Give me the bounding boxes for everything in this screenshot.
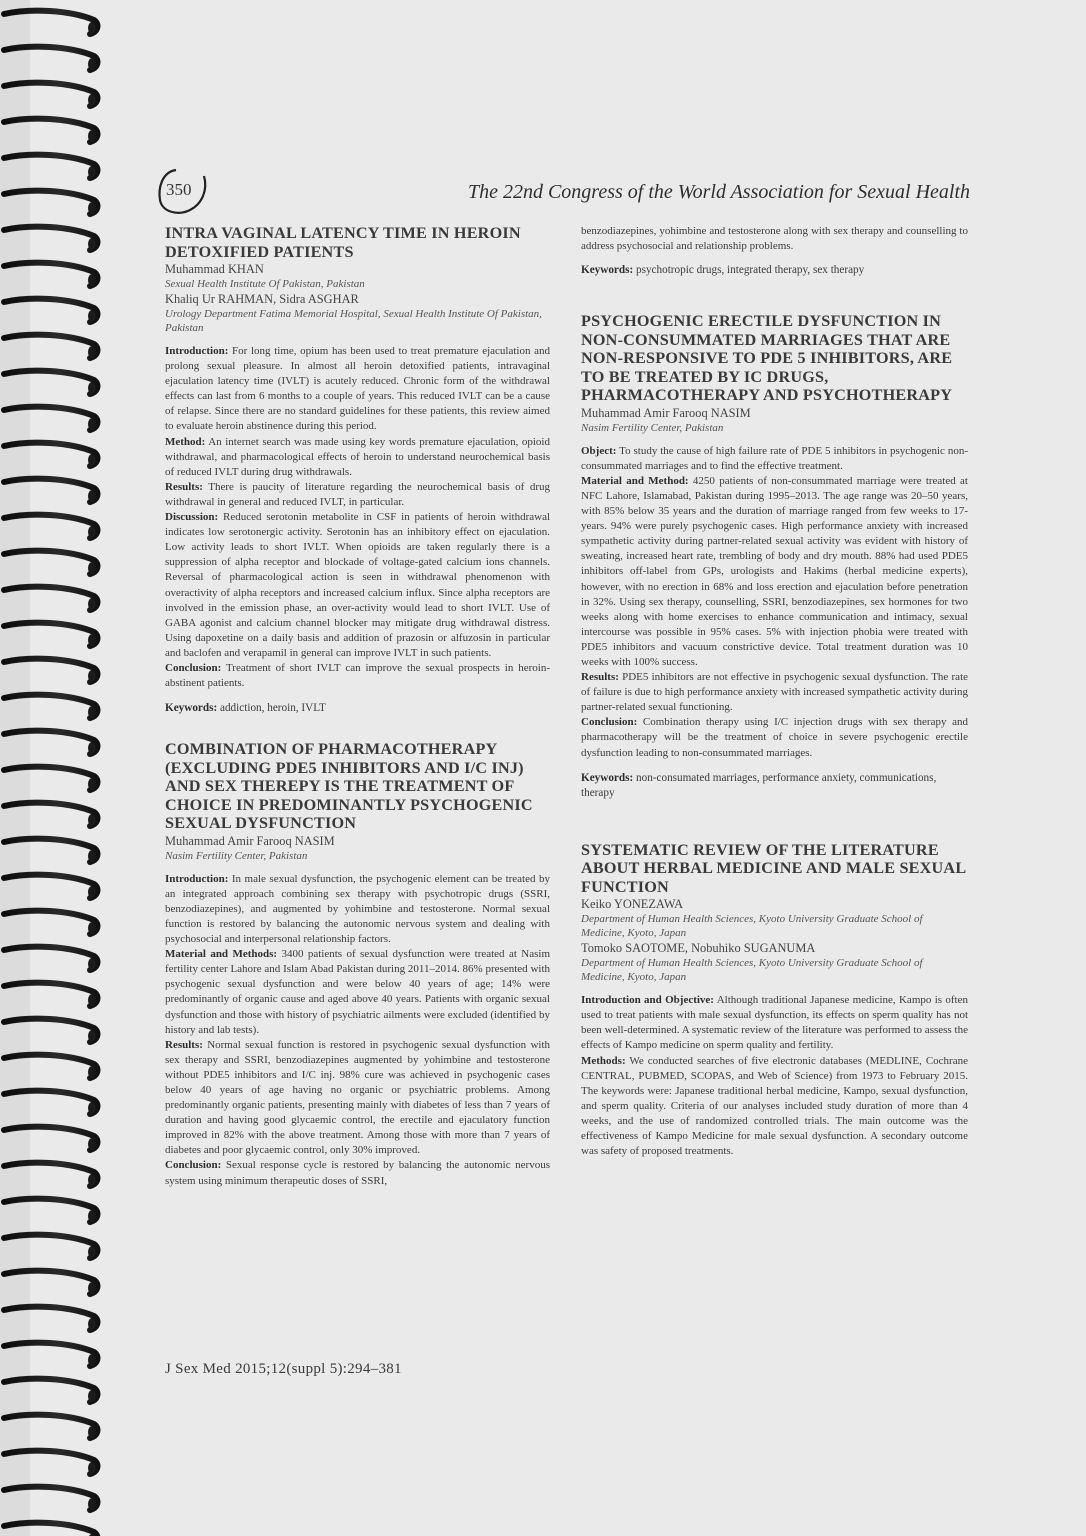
keywords-label: Keywords: bbox=[165, 702, 218, 715]
spiral-binding bbox=[0, 0, 108, 1536]
section-text: To study the cause of high failure rate of PDE 5 inhibitors in psychogenic non-consummated marriages and to find the effective treatment. bbox=[581, 444, 968, 472]
binding-hole bbox=[88, 706, 96, 718]
section-label: Method: bbox=[165, 435, 206, 448]
affiliation-line: Urology Department Fatima Memorial Hospital, Sexual Health Institute Of Pakistan, Pakistan bbox=[165, 308, 542, 334]
section-label: Discussion: bbox=[165, 511, 219, 524]
binding-hole bbox=[88, 634, 96, 646]
object-paragraph bbox=[581, 444, 968, 474]
section-label: Material and Method: bbox=[581, 474, 689, 487]
binding-hole bbox=[88, 1066, 96, 1078]
binding-hole bbox=[88, 958, 96, 970]
section-label: Material and Methods: bbox=[165, 948, 278, 961]
section-label: Conclusion: bbox=[165, 661, 222, 674]
abstract-title: PSYCHOGENIC ERECTILE DYSFUNCTION IN NON-CONSUMMATED MARRIAGES THAT ARE NON-RESPONSIVE TO PDE 5 INHIBITORS, ARE TO BE TREATED BY IC DRUGS, PHARMACOTHERAPY AND PSYCHOTHERAPY bbox=[581, 312, 953, 405]
binding-hole bbox=[88, 1102, 96, 1114]
section-label: Methods: bbox=[581, 1054, 626, 1067]
abstract-title: INTRA VAGINAL LATENCY TIME IN HEROIN DETOXIFIED PATIENTS bbox=[165, 224, 521, 261]
binding-hole bbox=[88, 22, 96, 34]
results-paragraph bbox=[581, 670, 968, 715]
affiliation-line: Sexual Health Institute Of Pakistan, Pakistan bbox=[165, 278, 365, 290]
section-text: There is paucity of literature regarding the neurochemical basis of drug withdrawal in general and reduced IVLT, in particular. bbox=[165, 480, 550, 508]
abstract-title: SYSTEMATIC REVIEW OF THE LITERATURE ABOUT HERBAL MEDICINE AND MALE SEXUAL FUNCTION bbox=[581, 840, 966, 896]
binding-hole bbox=[88, 346, 96, 358]
methods-paragraph bbox=[581, 1054, 968, 1160]
binding-hole bbox=[88, 922, 96, 934]
discussion-paragraph bbox=[165, 510, 550, 661]
keywords-text: psychotropic drugs, integrated therapy, sex therapy bbox=[636, 264, 865, 277]
section-text: We conducted searches of five electronic databases (MEDLINE, Cochrane CENTRAL, PUBMED, SCOPAS, and Web of Science) from 1973 to February 2015. The keywords were: Japanese traditional herbal medicine, Kampo, sexual dysfunction, and sperm quality. Criteria of our analyses included study duration of more than 4 weeks, and the use of randomized controlled trials. The main outcome was the effectiveness of Kampo Medicine for male sexual dysfunction. A secondary outcome was safety of proposed treatments. bbox=[581, 1054, 968, 1158]
page-number-badge bbox=[156, 166, 214, 218]
keywords-line bbox=[581, 771, 968, 801]
binding-hole bbox=[88, 850, 96, 862]
affiliation-line: Nasim Fertility Center, Pakistan bbox=[581, 421, 724, 434]
affiliation-line: Nasim Fertility Center, Pakistan bbox=[165, 849, 308, 862]
abstract-ivlt-heroin bbox=[165, 224, 550, 716]
method-paragraph bbox=[165, 435, 550, 480]
conclusion-paragraph bbox=[165, 661, 550, 691]
conclusion-paragraph bbox=[581, 715, 968, 760]
section-text: Combination therapy using I/C injection drugs with sex therapy and pharmacotherapy will be the treatment of choice in severe psychogenic erectile dysfunction leading to non-consummated marriages. bbox=[581, 716, 968, 759]
section-text: In male sexual dysfunction, the psychogenic element can be treated by an integrated approach combining sex therapy with psychotropic drugs (SSRI, benzodiazepines), and augmented by yohimbine and testosterone. Normal sexual function is restored by balancing the autonomic nervous system and dealing with psychosocial and interpersonal relationship factors. bbox=[165, 872, 550, 946]
keywords-line bbox=[581, 263, 968, 278]
binding-hole bbox=[88, 1462, 96, 1474]
methods-paragraph bbox=[165, 947, 550, 1038]
binding-hole bbox=[88, 58, 96, 70]
binding-hole bbox=[88, 202, 96, 214]
keywords-label: Keywords: bbox=[581, 264, 634, 277]
binding-hole bbox=[88, 454, 96, 466]
binding-hole bbox=[88, 490, 96, 502]
author-line: Muhammad Amir Farooq NASIM bbox=[581, 405, 751, 420]
author-line: Khaliq Ur RAHMAN, Sidra ASGHAR bbox=[165, 292, 359, 306]
section-text: Sexual response cycle is restored by balancing the autonomic nervous system using minimum therapeutic doses of SSRI, bbox=[165, 1159, 550, 1187]
left-column bbox=[165, 224, 550, 1189]
binding-hole bbox=[88, 94, 96, 106]
section-label: Results: bbox=[165, 1038, 203, 1051]
binding-hole bbox=[88, 1354, 96, 1366]
keywords-line bbox=[165, 701, 550, 716]
section-text: For long time, opium has been used to treat premature ejaculation and prolong sexual pleasure. In almost all heroin detoxified patients, intravaginal ejaculation latency time (IVLT) is acutely reduced. Chronic form of the withdrawal effects can last from 6 months to a couple of years. This reduced IVLT can be a cause of relapse. Since there are no standard guidelines for these patients, this review aimed to evaluate heroin abstinence during this period. bbox=[165, 345, 550, 433]
continued-paragraph: benzodiazepines, yohimbine and testosterone along with sex therapy and counselling to address psychosocial and relationship problems. bbox=[581, 225, 968, 253]
page-number: 350 bbox=[166, 180, 192, 199]
binding-hole bbox=[88, 274, 96, 286]
footer-citation: J Sex Med 2015;12(suppl 5):294–381 bbox=[165, 1361, 402, 1377]
binding-hole bbox=[88, 1426, 96, 1438]
running-head: The 22nd Congress of the World Association for Sexual Health bbox=[467, 181, 970, 203]
author-line: Muhammad Amir Farooq NASIM bbox=[165, 833, 335, 848]
binding-hole bbox=[88, 418, 96, 430]
binding-hole bbox=[88, 670, 96, 682]
affiliation-line: Department of Human Health Sciences, Kyoto University Graduate School of Medicine, Kyoto, Japan bbox=[581, 957, 923, 984]
section-text: Although traditional Japanese medicine, Kampo is often used to treat patients with male sexual dysfunction, its effects on sperm quality has not been well-determined. A systematic review of the literature was performed to assess the effects of Kampo medicine on sperm quality and fertility. bbox=[581, 994, 968, 1052]
binding-hole bbox=[88, 1498, 96, 1510]
section-text: An internet search was made using key words premature ejaculation, opioid withdrawal, and pharmacological effects of heroin to understand neurochemical basis of reduced IVLT during drug withdrawals. bbox=[165, 435, 550, 478]
binding-hole bbox=[88, 310, 96, 322]
introduction-paragraph bbox=[581, 993, 968, 1053]
binding-hole bbox=[88, 382, 96, 394]
binding-hole bbox=[88, 562, 96, 574]
section-text: Treatment of short IVLT can improve the sexual prospects in heroin-abstinent patients. bbox=[165, 661, 550, 690]
conclusion-paragraph bbox=[165, 1158, 550, 1188]
keywords-text: non-consumated marriages, performance anxiety, communications, therapy bbox=[581, 771, 937, 799]
binding-hole bbox=[88, 598, 96, 610]
section-text: 3400 patients of sexual dysfunction were treated at Nasim fertility center Lahore and Islam Abad Pakistan during 2011–2014. 86% presented with psychogenic sexual dysfunction and were below 40 years of age; 14% were predominantly of organic cause and aged above 40 years. Patients with organic sexual dysfunction and those with history of psychiatric ailments were excluded (identified by history and lab tests). bbox=[165, 948, 551, 1036]
keywords-text: addiction, heroin, IVLT bbox=[220, 702, 326, 715]
section-text: 4250 patients of non-consummated marriage were treated at NFC Lahore, Islamabad, Pakistan during 1995–2013. The age range was 20–50 years, with 85% below 35 years and the duration of marriage ranged from few weeks to 17-years. 94% were purely psychogenic cases. High performance anxiety with increased sympathetic activity during partner-related sexual activity was evident with history of sweating, increased heart rate, trembling of body and dry mouth. 88% had used PDE5 inhibitors off-label from GPs, urologists and Hakims (herbal medicine experts), however, with no erection in 68% and loss erection and ejaculation before penetration in 32%. Using sex therapy, counselling, SSRI, benzodiazepines, sex hormones for two weeks along with home exercises to enhance communication and intimacy, sexual intercourse was possible in 95% cases. 5% with injection phobia were treated with PDE5 inhibitors and vacuum constrictive device. Total treatment duration was 10 weeks with 100% success. bbox=[581, 474, 968, 668]
section-label: Introduction: bbox=[165, 872, 229, 885]
affiliation-line: Department of Human Health Sciences, Kyoto University Graduate School of Medicine, Kyoto, Japan bbox=[581, 913, 923, 940]
right-column bbox=[581, 224, 968, 1159]
section-label: Results: bbox=[581, 671, 619, 684]
section-label: Conclusion: bbox=[165, 1159, 222, 1172]
section-label: Results: bbox=[165, 480, 203, 493]
binding-hole bbox=[88, 166, 96, 178]
keywords-label: Keywords: bbox=[581, 771, 634, 784]
section-label: Conclusion: bbox=[581, 716, 638, 729]
binding-hole bbox=[88, 814, 96, 826]
section-label: Object: bbox=[581, 444, 617, 457]
binding-hole bbox=[88, 742, 96, 754]
binding-hole bbox=[88, 1174, 96, 1186]
binding-hole bbox=[88, 994, 96, 1006]
section-label: Introduction: bbox=[165, 345, 229, 357]
binding-hole bbox=[88, 886, 96, 898]
section-text: Normal sexual function is restored in psychogenic sexual dysfunction with sex therapy and SSRI, benzodiazepines augmented by yohimbine and testosterone without PDE5 inhibitors and I/C inj. 98% cure was achieved in psychogenic cases below 40 years of age having no organic or psychiatric problems. Among predominantly organic patients, presenting mainly with diabetes of less than 7 years of duration and having good glycaemic control, the erectile and ejaculatory function improved in 82% with the above treatment. Among those with more than 7 years of diabetes and poor glycaemic control, only 30% improved. bbox=[165, 1038, 551, 1157]
author-line: Muhammad KHAN bbox=[165, 262, 264, 276]
abstract-combination-pharmacotherapy bbox=[165, 740, 550, 1188]
binding-hole bbox=[88, 778, 96, 790]
binding-hole bbox=[88, 1210, 96, 1222]
binding-hole bbox=[88, 526, 96, 538]
methods-paragraph bbox=[581, 474, 968, 670]
introduction-paragraph bbox=[165, 872, 550, 947]
author-line: Tomoko SAOTOME, Nobuhiko SUGANUMA bbox=[581, 941, 816, 956]
binding-hole bbox=[88, 1318, 96, 1330]
binding-hole bbox=[88, 1390, 96, 1402]
binding-hole bbox=[88, 1246, 96, 1258]
binding-hole bbox=[88, 130, 96, 142]
introduction-paragraph bbox=[165, 344, 550, 435]
abstract-psychogenic-ed bbox=[581, 312, 968, 800]
author-line: Keiko YONEZAWA bbox=[581, 897, 684, 912]
section-label: Introduction and Objective: bbox=[581, 994, 714, 1007]
results-paragraph bbox=[165, 1038, 550, 1159]
section-text: PDE5 inhibitors are not effective in psychogenic sexual dysfunction. The rate of failure is due to high performance anxiety with increased sympathetic activity during partner-related sexual functioning. bbox=[581, 671, 969, 714]
results-paragraph bbox=[165, 480, 550, 510]
section-text: Reduced serotonin metabolite in CSF in patients of heroin withdrawal indicates low serotonergic activity. Serotonin has an inhibitory effect on ejaculation. Low activity leads to short IVLT. When opioids are taken regularly there is a suppression of alpha receptor and blockade of voltage-gated calcium ions channels. Reversal of pharmacological action is seen in withdrawal phenomenon with overactivity of alpha receptors and increased calcium influx. Since alpha receptors are involved in the emission phase, an over-activity would lead to short IVLT. Use of GABA agonist and calcium channel blocker may mitigate drug withdrawal distress. Using dapoxetine on a daily basis and addition of prazosin or alfuzosin in particular and baclofen and verapamil in general can improve IVLT in such patients. bbox=[165, 511, 551, 659]
abstract-title: COMBINATION OF PHARMACOTHERAPY (EXCLUDING PDE5 INHIBITORS AND I/C INJ) AND SEX THEREPY IS THE TREATMENT OF CHOICE IN PREDOMINANTLY PSYCHOGENIC SEXUAL DYSFUNCTION bbox=[165, 740, 533, 833]
binding-hole bbox=[88, 1282, 96, 1294]
binding-hole bbox=[88, 1138, 96, 1150]
binding-hole bbox=[88, 238, 96, 250]
abstract-herbal-medicine bbox=[581, 841, 968, 1160]
binding-hole bbox=[88, 1030, 96, 1042]
